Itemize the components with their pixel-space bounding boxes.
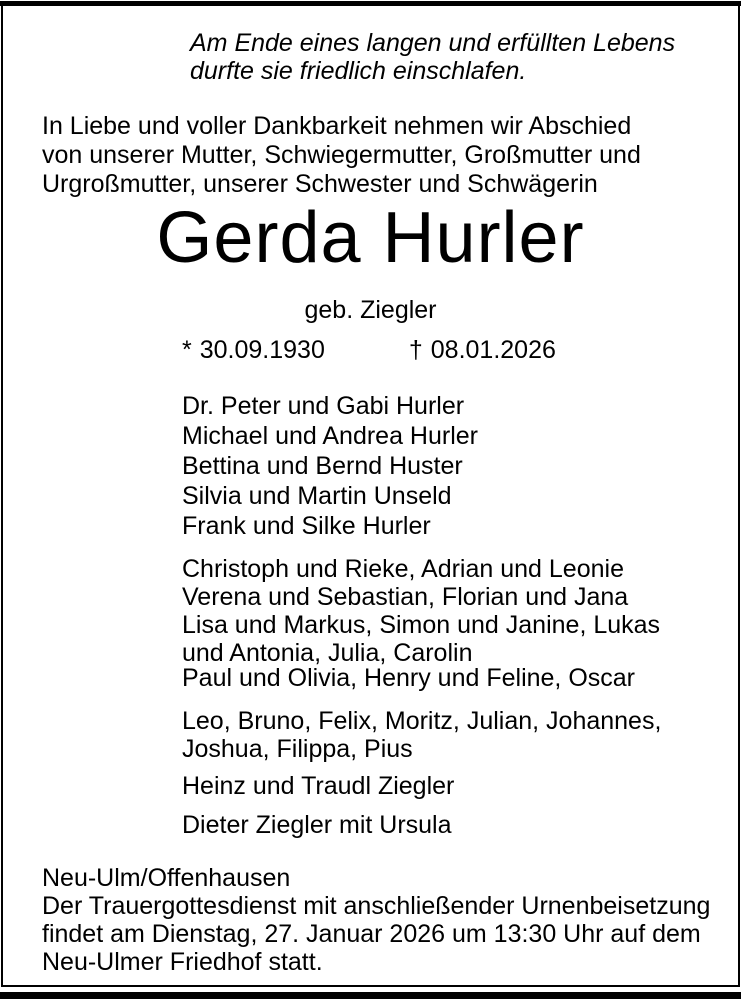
born-symbol: * xyxy=(182,336,192,364)
eulogy-line: durfte sie friedlich einschlafen. xyxy=(190,57,527,85)
service-line: findet am Dienstag, 27. Januar 2026 um 13:30 Uhr auf dem xyxy=(42,920,701,948)
death-date-group xyxy=(409,336,556,364)
mourner-line: Silvia und Martin Unseld xyxy=(182,482,452,510)
mourners-group xyxy=(182,555,660,667)
intro-paragraph xyxy=(42,112,641,199)
eulogy-verse xyxy=(190,29,675,85)
mourner-line: Frank und Silke Hurler xyxy=(182,512,431,540)
service-info xyxy=(42,864,710,976)
mourner-line: und Antonia, Julia, Carolin xyxy=(182,639,473,667)
mourner-line: Dr. Peter und Gabi Hurler xyxy=(182,392,465,420)
mourners-group xyxy=(182,772,454,800)
mourner-line: Paul und Olivia, Henry und Feline, Oscar xyxy=(182,664,635,692)
mourner-line: Joshua, Filippa, Pius xyxy=(182,735,413,763)
mourner-line: Leo, Bruno, Felix, Moritz, Julian, Johannes, xyxy=(182,707,662,735)
intro-line: In Liebe und voller Dankbarkeit nehmen wir Abschied xyxy=(42,112,632,140)
death-date: 08.01.2026 xyxy=(430,336,556,364)
intro-line: Urgroßmutter, unserer Schwester und Schwägerin xyxy=(42,170,598,198)
service-line: Der Trauergottesdienst mit anschließender Urnenbeisetzung xyxy=(42,892,711,920)
intro-line: von unserer Mutter, Schwiegermutter, Großmutter und xyxy=(42,141,641,169)
mourner-line: Bettina und Bernd Huster xyxy=(182,452,463,480)
service-line: Neu-Ulmer Friedhof statt. xyxy=(42,948,323,976)
mourner-line: Verena und Sebastian, Florian und Jana xyxy=(182,583,629,611)
place-line: Neu-Ulm/Offenhausen xyxy=(42,864,291,892)
mourner-line: Christoph und Rieke, Adrian und Leonie xyxy=(182,555,624,583)
mourner-line: Lisa und Markus, Simon und Janine, Lukas xyxy=(182,611,661,639)
eulogy-line: Am Ende eines langen und erfüllten Lebens xyxy=(190,29,676,57)
birth-date: 30.09.1930 xyxy=(199,336,325,364)
mourners-group xyxy=(182,811,452,839)
deceased-name: Gerda Hurler xyxy=(156,198,585,278)
mourners-group xyxy=(182,707,661,763)
mourner-line: Michael und Andrea Hurler xyxy=(182,422,478,450)
bottom-border-bar xyxy=(0,992,741,999)
deceased-birth-name: geb. Ziegler xyxy=(304,296,437,324)
mourners-group xyxy=(182,664,635,692)
mourners-group xyxy=(182,391,478,541)
mourner-line: Heinz und Traudl Ziegler xyxy=(182,772,455,800)
life-dates xyxy=(182,336,556,364)
died-symbol: † xyxy=(408,336,423,364)
birth-date-group xyxy=(182,336,325,364)
mourner-line: Dieter Ziegler mit Ursula xyxy=(182,811,452,839)
